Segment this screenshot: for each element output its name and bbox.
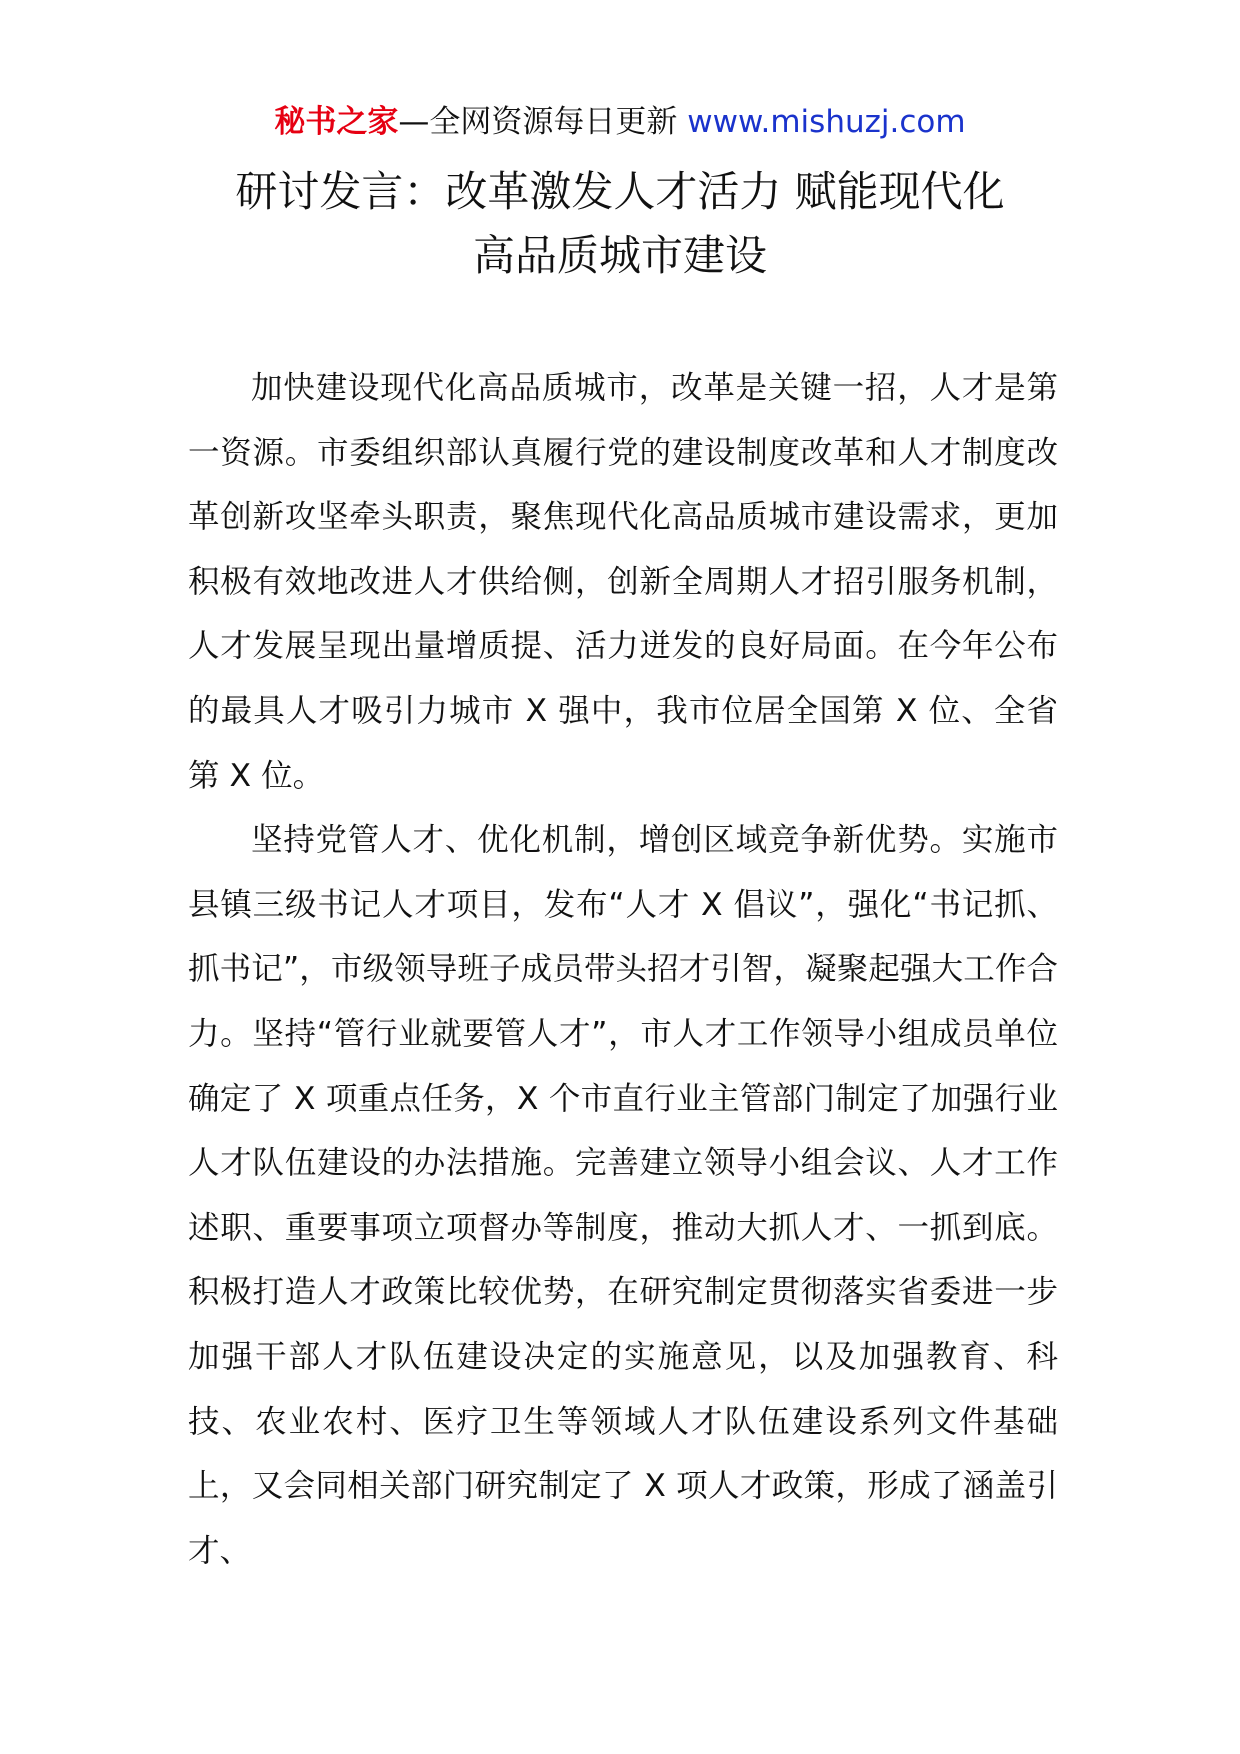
brand-name: 秘书之家 [274,104,399,140]
title-line-2: 高品质城市建设 [472,231,767,280]
title-line-1: 研讨发言：改革激发人才活力 赋能现代化 [235,167,1005,216]
paragraph: 坚持党管人才、优化机制，增创区域竞争新优势。实施市县镇三级书记人才项目，发布“人才 X 倡议”，强化“书记抓、抓书记”，市级领导班子成员带头招才引智，凝聚起强大工作合力。坚持“管行业就要管人才”，市人才工作领导小组成员单位确定了 X 项重点任务，X 个市直行业主管部门制定了加强行业人才队伍建设的办法措施。完善建立领导小组会议、人才工作述职、重要事项立项督办等制度，推动大抓人才、一抓到底。积极打造人才政策比较优势，在研究制定贯彻落实省委进一步加强干部人才队伍建设决定的实施意见，以及加强教育、科技、农业农村、医疗卫生等领域人才队伍建设系列文件基础上，又会同相关部门研究制定了 X 项人才政策，形成了涵盖引才、 [188,822,1058,1569]
paragraph: 加快建设现代化高品质城市，改革是关键一招，人才是第一资源。市委组织部认真履行党的建设制度改革和人才制度改革创新攻坚牵头职责，聚焦现代化高品质城市建设需求，更加积极有效地改进人才供给侧，创新全周期人才招引服务机制，人才发展呈现出量增质提、活力迸发的良好局面。在今年公布的最具人才吸引力城市 X 强中，我市位居全国第 X 位、全省第 X 位。 [188,370,1058,794]
banner-slogan: —全网资源每日更新 [398,104,678,140]
site-banner [0,100,1240,144]
document-body [188,356,1058,1583]
site-url-link[interactable]: www.mishuzj.com [687,104,966,140]
document-title [120,160,1120,288]
